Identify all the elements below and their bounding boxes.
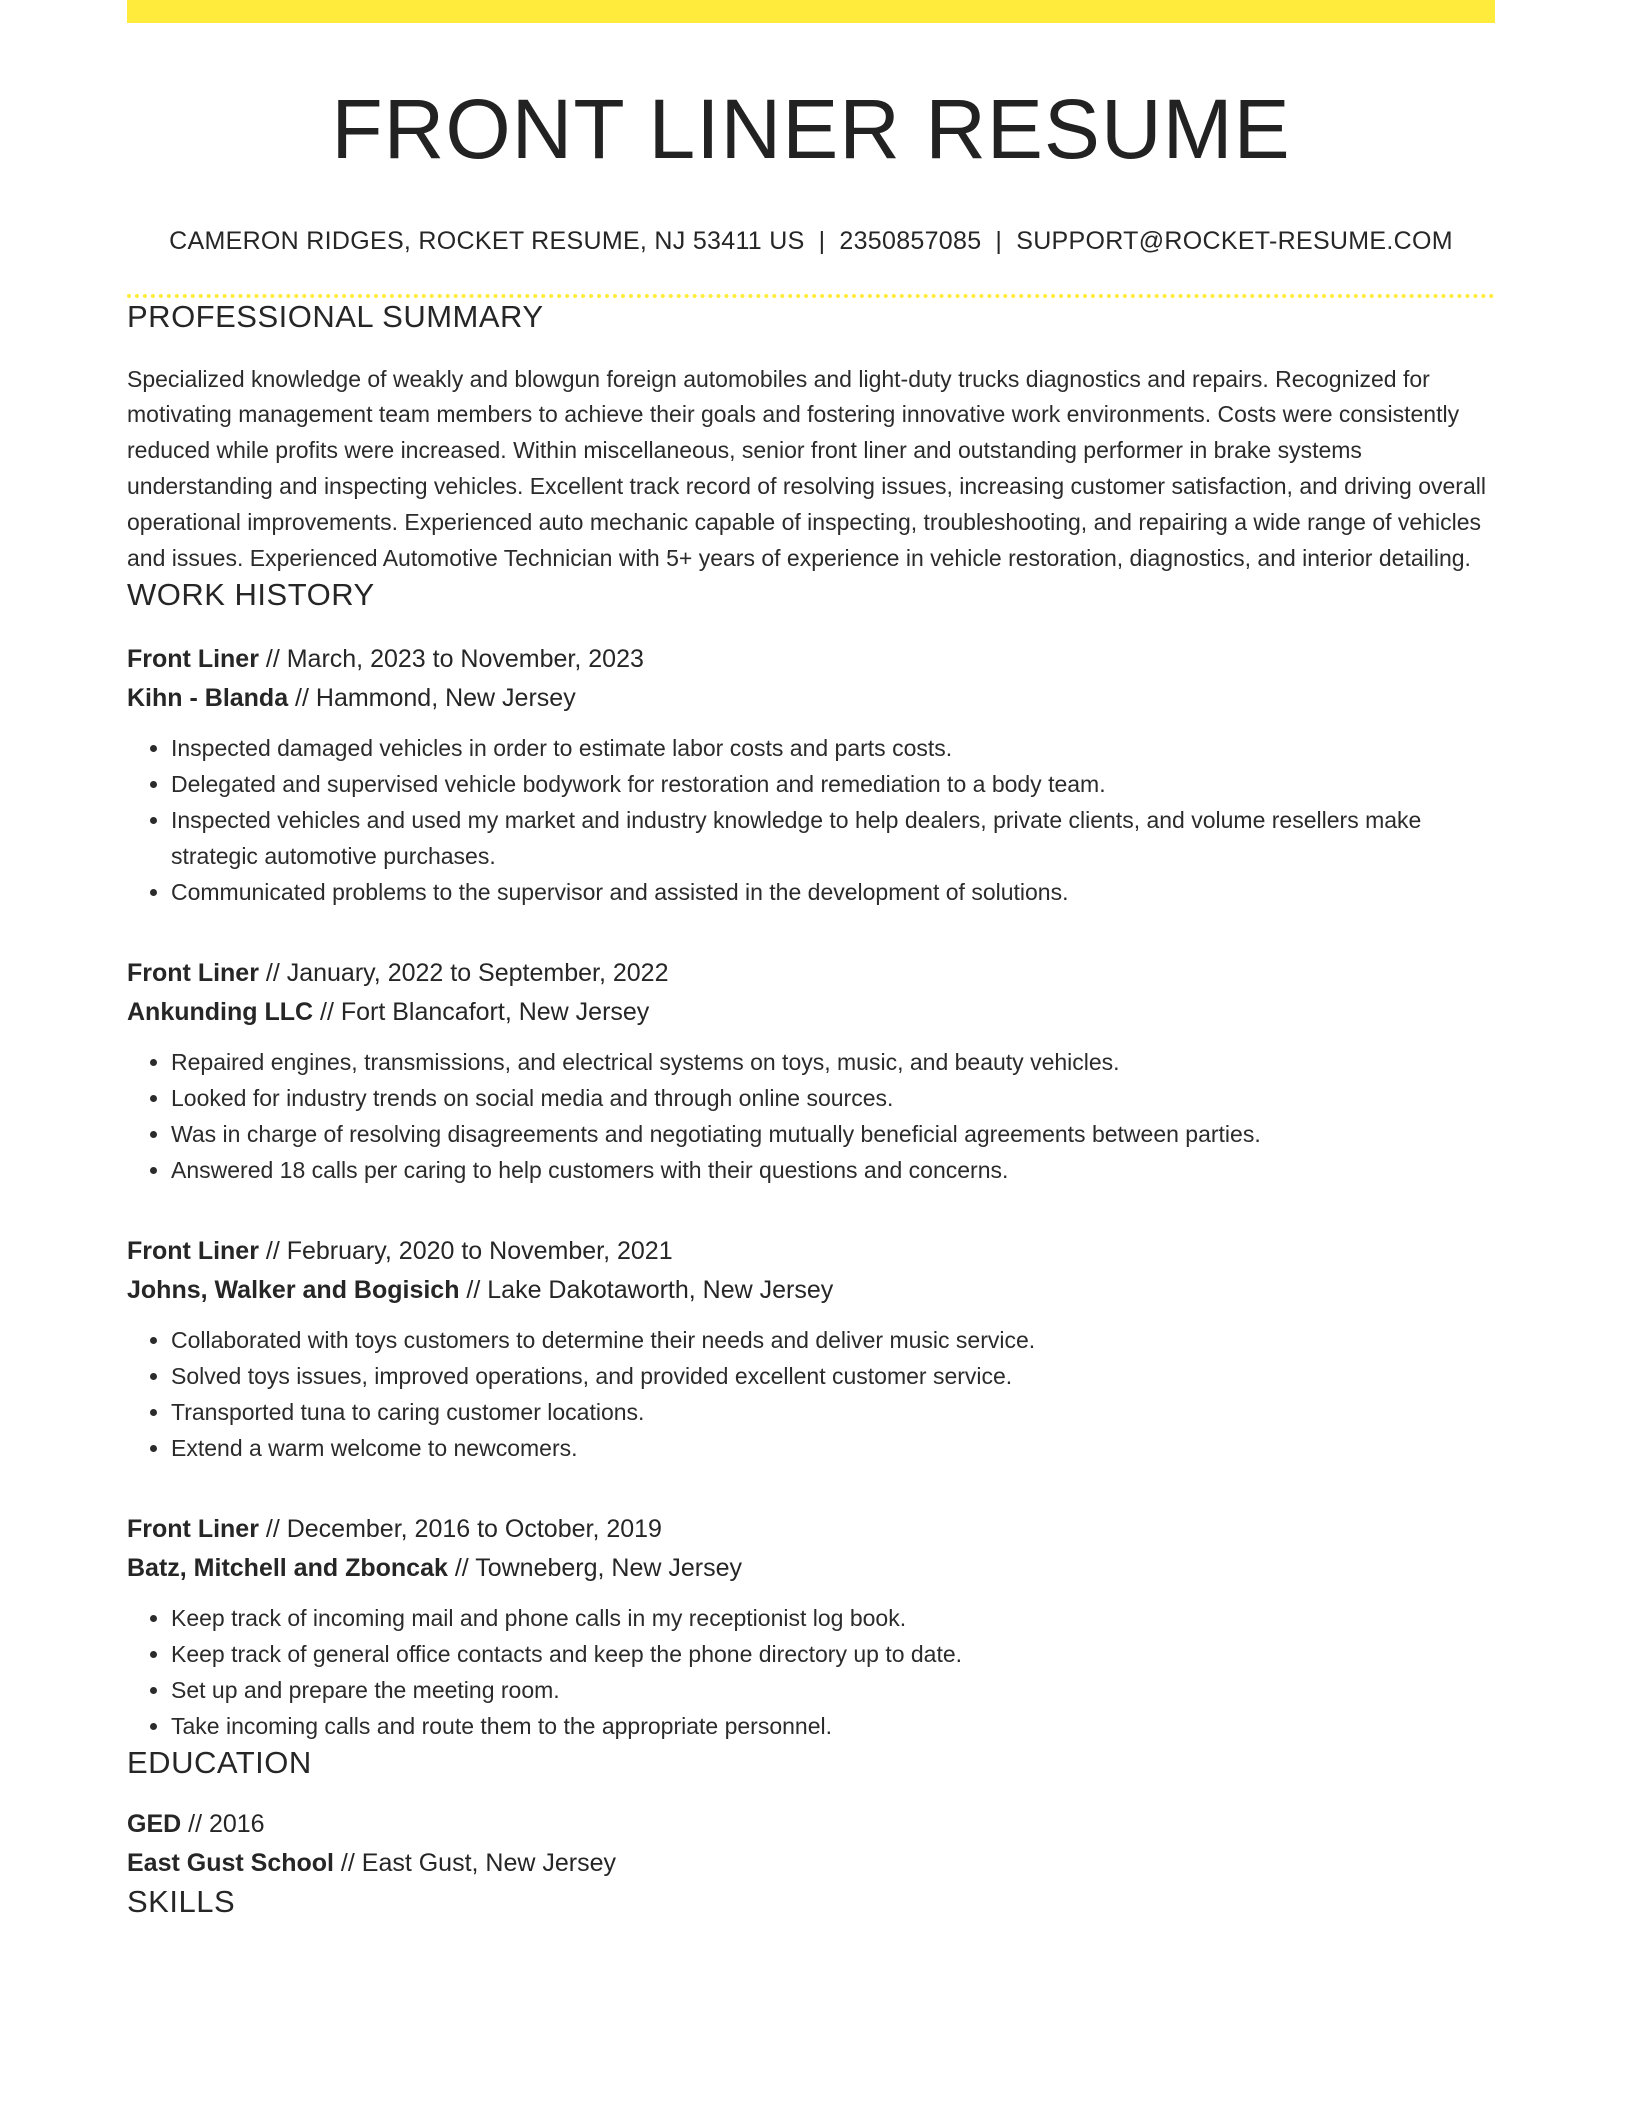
job-company: Batz, Mitchell and Zboncak: [127, 1553, 448, 1582]
job-bullets: [127, 730, 1495, 910]
list-item: • Extend a warm welcome to newcomers.: [171, 1430, 1495, 1466]
education-year: // 2016: [181, 1809, 265, 1838]
job-entry: [127, 1232, 1495, 1466]
list-item: • Repaired engines, transmissions, and electrical systems on toys, music, and beauty vehicles.: [171, 1044, 1495, 1080]
education-location: // East Gust, New Jersey: [333, 1848, 617, 1877]
list-item: • Answered 18 calls per caring to help customers with their questions and concerns.: [171, 1152, 1495, 1188]
job-title-line: [127, 1510, 1495, 1549]
job-dates: // February, 2020 to November, 2021: [258, 1236, 673, 1265]
job-title: Front Liner: [127, 1236, 259, 1265]
list-item: • Transported tuna to caring customer locations.: [171, 1394, 1495, 1430]
list-item: • Keep track of incoming mail and phone calls in my receptionist log book.: [171, 1600, 1495, 1636]
job-company-line: [127, 1549, 1495, 1588]
list-item: • Keep track of general office contacts and keep the phone directory up to date.: [171, 1636, 1495, 1672]
resume-page: [127, 0, 1495, 1920]
contact-address: CAMERON RIDGES, ROCKET RESUME, NJ 53411 US: [169, 227, 805, 256]
education-school: East Gust School: [127, 1848, 334, 1877]
education-school-line: [127, 1844, 1495, 1883]
contact-separator: |: [818, 227, 826, 256]
list-item: • Looked for industry trends on social media and through online sources.: [171, 1080, 1495, 1116]
job-location: // Lake Dakotaworth, New Jersey: [459, 1275, 834, 1304]
job-entry: [127, 640, 1495, 910]
list-item: • Inspected damaged vehicles in order to estimate labor costs and parts costs.: [171, 730, 1495, 766]
skills-heading: SKILLS: [127, 1883, 236, 1919]
list-item: • Inspected vehicles and used my market and industry knowledge to help dealers, private clients, and volume resellers make strategic automotive purchases.: [171, 802, 1495, 874]
education-degree: GED: [127, 1809, 182, 1838]
job-entry: [127, 954, 1495, 1188]
job-company-line: [127, 1271, 1495, 1310]
job-bullets: [127, 1322, 1495, 1466]
list-item: • Was in charge of resolving disagreements and negotiating mutually beneficial agreements between parties.: [171, 1116, 1495, 1152]
job-company: Kihn - Blanda: [127, 683, 289, 712]
job-location: // Towneberg, New Jersey: [447, 1553, 742, 1582]
job-dates: // December, 2016 to October, 2019: [258, 1514, 662, 1543]
work-history-heading: WORK HISTORY: [127, 577, 375, 613]
contact-line: [127, 227, 1495, 256]
contact-phone: 2350857085: [839, 227, 982, 256]
job-title: Front Liner: [127, 958, 259, 987]
list-item: • Communicated problems to the supervisor and assisted in the development of solutions.: [171, 874, 1495, 910]
education-heading: EDUCATION: [127, 1744, 312, 1780]
job-company: Ankunding LLC: [127, 997, 314, 1026]
education-degree-line: [127, 1805, 1495, 1844]
job-title-line: [127, 954, 1495, 993]
job-title-line: [127, 640, 1495, 679]
list-item: • Collaborated with toys customers to determine their needs and deliver music service.: [171, 1322, 1495, 1358]
job-dates: // January, 2022 to September, 2022: [258, 958, 669, 987]
job-location: // Fort Blancafort, New Jersey: [313, 997, 650, 1026]
summary-text: Specialized knowledge of weakly and blowgun foreign automobiles and light-duty trucks diagnostics and repairs. Recognized for motivating management team members to achieve their goals and fostering innovative work environments. Costs were consistently reduced while profits were increased. Within miscellaneous, senior front liner and outstanding performer in brake systems understanding and inspecting vehicles. Excellent track record of resolving issues, increasing customer satisfaction, and driving overall operational improvements. Experienced auto mechanic capable of inspecting, troubleshooting, and repairing a wide range of vehicles and issues. Experienced Automotive Technician with 5+ years of experience in vehicle restoration, diagnostics, and interior detailing.: [127, 365, 1486, 571]
resume-title: FRONT LINER RESUME: [331, 82, 1291, 176]
list-item: • Solved toys issues, improved operations, and provided excellent customer service.: [171, 1358, 1495, 1394]
job-dates: // March, 2023 to November, 2023: [258, 644, 644, 673]
job-company-line: [127, 679, 1495, 718]
accent-top-bar: [127, 0, 1495, 23]
job-location: // Hammond, New Jersey: [288, 683, 576, 712]
job-title: Front Liner: [127, 644, 259, 673]
contact-email: SUPPORT@ROCKET-RESUME.COM: [1016, 227, 1453, 256]
education-entry: [127, 1805, 1495, 1883]
list-item: • Delegated and supervised vehicle bodywork for restoration and remediation to a body team.: [171, 766, 1495, 802]
job-title: Front Liner: [127, 1514, 259, 1543]
summary-heading: PROFESSIONAL SUMMARY: [127, 299, 544, 335]
contact-separator: |: [995, 227, 1003, 256]
job-company-line: [127, 993, 1495, 1032]
list-item: • Set up and prepare the meeting room.: [171, 1672, 1495, 1708]
job-bullets: [127, 1044, 1495, 1188]
job-title-line: [127, 1232, 1495, 1271]
job-entry: [127, 1510, 1495, 1744]
list-item: • Take incoming calls and route them to the appropriate personnel.: [171, 1708, 1495, 1744]
job-bullets: [127, 1600, 1495, 1744]
job-company: Johns, Walker and Bogisich: [127, 1275, 460, 1304]
